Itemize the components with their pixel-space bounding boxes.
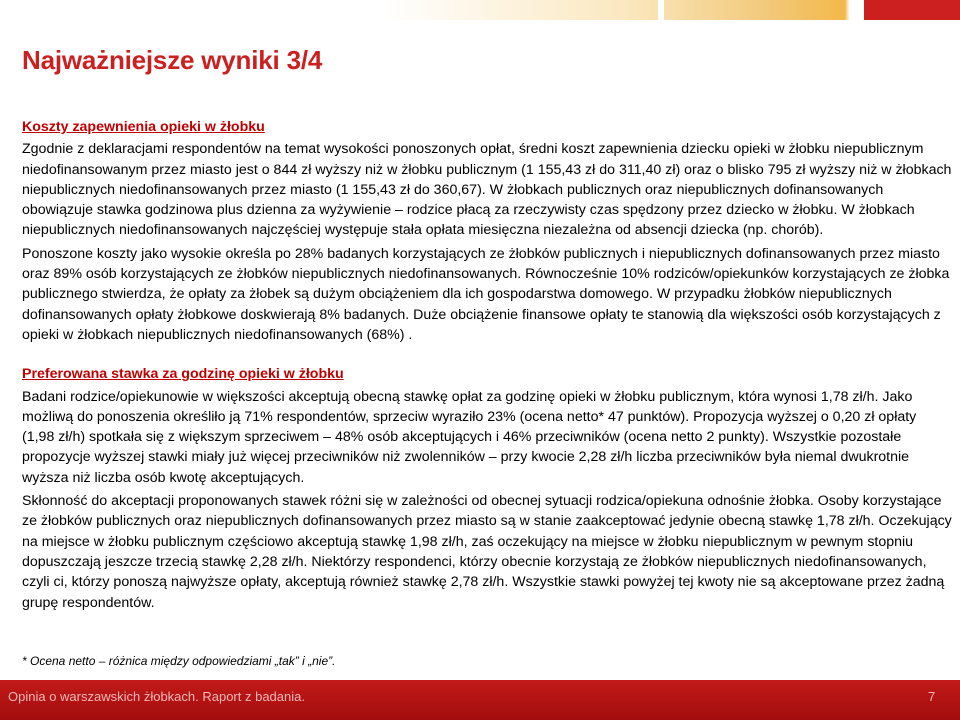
paragraph: Badani rodzice/opiekunowie w większości akceptują obecną stawkę opłat za godzinę opieki w żłobku publicznym, która wynosi 1,78 zł/h. Jako możliwą do ponoszenia określiło ją 71% respondentów, sprzeciw wyraziło 23% (ocena netto* 47 punktów). Propozycja wyższej o 0,20 zł opłaty (1,98 zł/h) spotkała się z większym sprzeciwem – 48% osób akceptujących i 46% przeciwników (ocena netto 2 punkty). Wszystkie pozostałe propozycje wyższej stawki miały już więcej przeciwników niż zwolenników – przy kwocie 2,28 zł/h liczba przeciwników była niemal dwukrotnie wyższa niż liczba osób kwotę akceptujących. [22, 388, 917, 486]
top-decor-bar [0, 0, 960, 20]
paragraph: Skłonność do akceptacji proponowanych stawek różni się w zależności od obecnej sytuacji rodzica/opiekuna odnośnie żłobka. Osoby korzystające ze żłobków publicznych oraz niepublicznych dofinansowanych przez miasto są w stanie zaakceptować jedynie obecną stawkę 1,78 zł/h. Oczekujący na miejsce w żłobku publicznym częściowo akceptują stawkę 1,98 zł/h, zaś oczekujący na miejsce w żłobku niepublicznym w pewnym stopniu dopuszczają jeszcze trzecią stawkę 2,28 zł/h. Niektórzy respondenci, którzy obecnie korzystają ze żłobków niepublicznych niedofinansowanych, czyli ci, którzy ponoszą najwyższe opłaty, akceptują również stawkę 2,78 zł/h. Wszystkie stawki powyżej tej kwoty nie są akceptowane przez żadną grupę respondentów. [22, 493, 952, 611]
page-number: 7 [928, 689, 936, 704]
section-heading: Preferowana stawka za godzinę opieki w żłobku [22, 366, 344, 383]
section-costs [22, 117, 952, 345]
slide-content [22, 117, 952, 613]
slide-title: Najważniejsze wyniki 3/4 [22, 45, 323, 75]
paragraph: Ponoszone koszty jako wysokie określa po 28% badanych korzystających ze żłobków publicznych i niepublicznych dofinansowanych przez miasto oraz 89% osób korzystających ze żłobków niepublicznych niedofinansowanych. Równocześnie 10% rodziców/opiekunków korzystających ze żłobka publicznego stwierdza, że opłaty za żłobek są dużym obciążeniem dla ich gospodarstwa domowego. W przypadku żłobków niepublicznych dofinansowanych opłaty żłobkowe doskwierają 8% badanych. Duże obciążenie finansowe opłaty te stanowią dla większości osób korzystających z opieki w żłobkach niepublicznych niedofinansowanych (68%) . [22, 245, 950, 343]
footer-text: Opinia o warszawskich żłobkach. Raport z badania. [8, 689, 305, 704]
paragraph: Zgodnie z deklaracjami respondentów na temat wysokości ponoszonych opłat, średni koszt zapewnienia dziecku opieki w żłobku niepublicznym niedofinansowanym przez miasto jest o 844 zł wyższy niż w żłobku publicznym (1 155,43 zł do 311,40 zł) oraz o blisko 795 zł wyższy niż w żłobkach niepublicznych niedofinansowanych przez miasto (1 155,43 zł do 360,67). W żłobkach publicznych oraz niepublicznych dofinansowanych obowiązuje stawka godzinowa plus dzienna za wyżywienie – rodzice płacą za rzeczywisty czas spędzony przez dziecko w żłobku. W żłobkach niepublicznych niedofinansowanych najczęściej występuje stała opłata miesięczna niezależna od absencji dziecka (np. chorób). [22, 141, 952, 239]
footnote: * Ocena netto – różnica między odpowiedziami „tak” i „nie”. [22, 654, 336, 668]
section-preferred-rate [22, 364, 952, 613]
section-heading: Koszty zapewnienia opieki w żłobku [22, 119, 265, 135]
